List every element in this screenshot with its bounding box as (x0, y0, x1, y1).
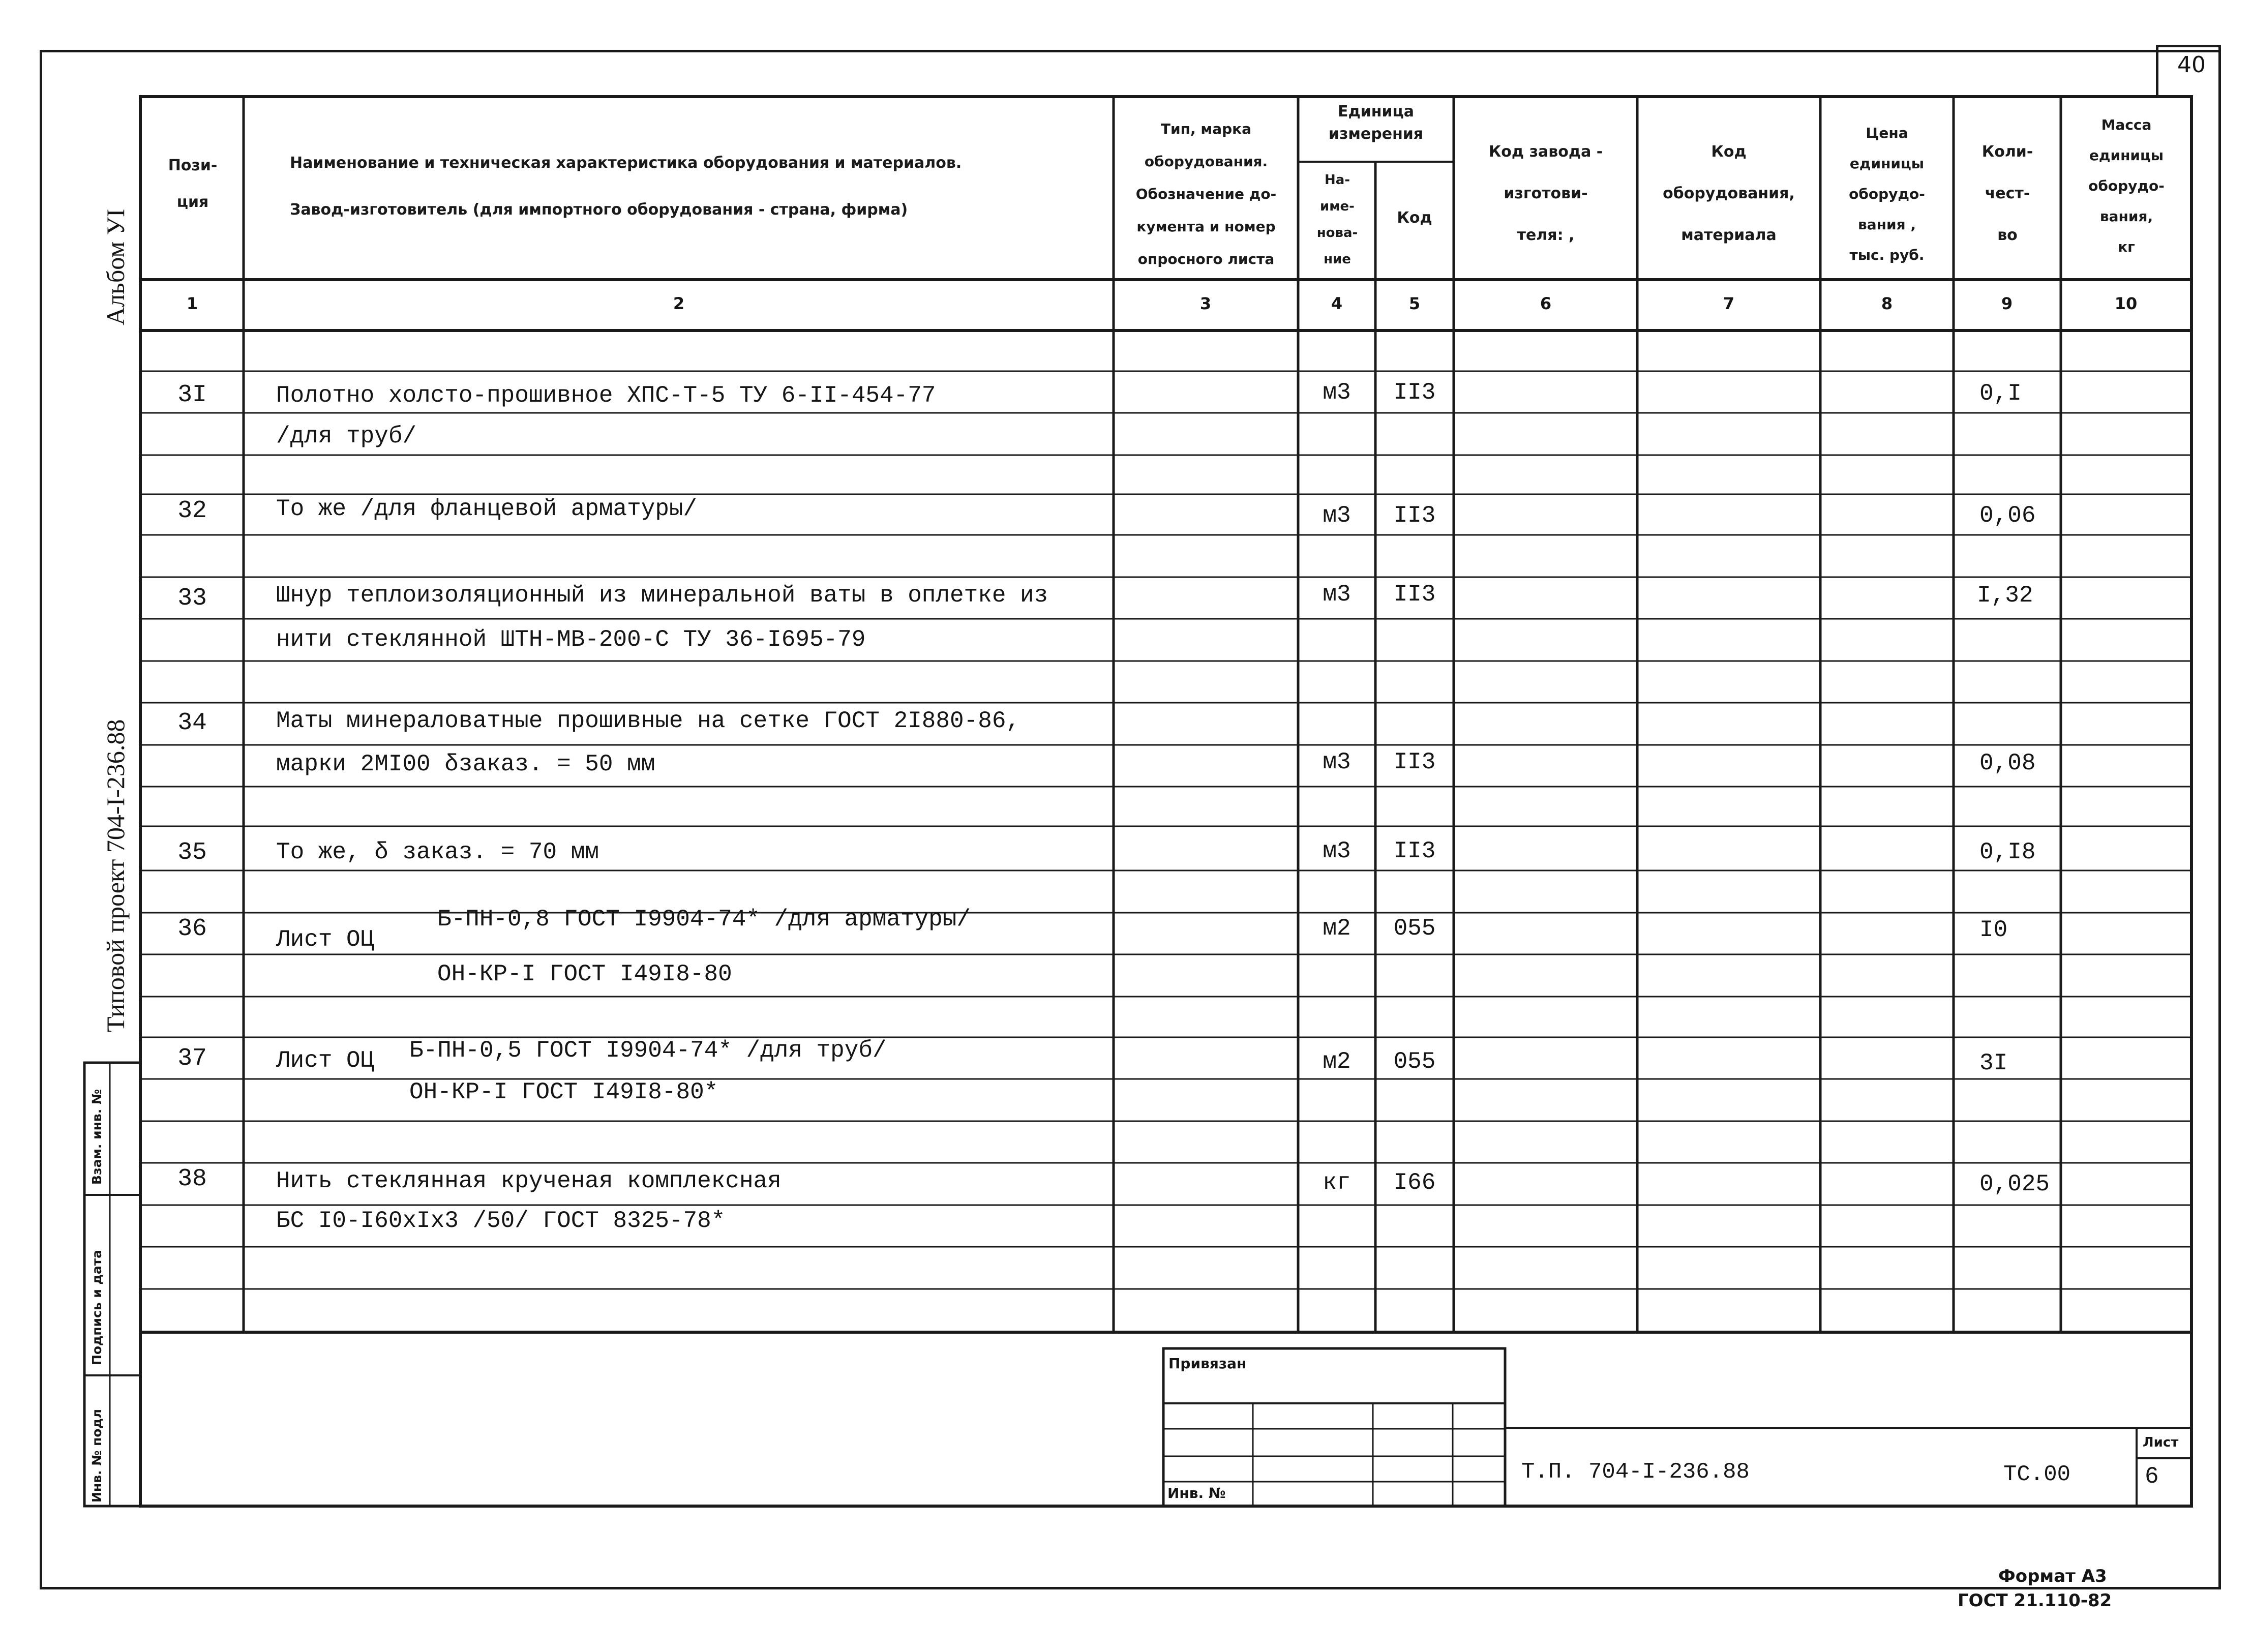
album-label: Альбом УI (101, 208, 130, 325)
row-position: 35 (177, 839, 207, 866)
column-number: 10 (2114, 294, 2138, 313)
row-quantity: I,32 (1977, 582, 2033, 609)
row-description: марки 2МI00 δзаказ. = 50 мм (276, 751, 655, 777)
column-number: 6 (1540, 294, 1552, 313)
column-number: 1 (186, 294, 198, 313)
row-position: 37 (177, 1045, 207, 1072)
header-equipment-code: Код оборудования, материала (1663, 143, 1795, 244)
gost-label: ГОСТ 21.110-82 (1958, 1590, 2112, 1611)
row-unit: м3 (1323, 838, 1351, 864)
row-description: Нить стеклянная крученая комплексная (276, 1168, 782, 1194)
stamp-label-original-inv: Инв. № подл (89, 1409, 104, 1503)
row-unit-code: 055 (1393, 1048, 1436, 1075)
row-description: ОН-КР-I ГОСТ I49I8-80* (409, 1079, 718, 1105)
column-number: 7 (1723, 294, 1735, 313)
column-number: 9 (2001, 294, 2013, 313)
row-unit-code: II3 (1393, 838, 1436, 864)
row-position: 33 (177, 585, 207, 612)
document-designation: Т.П. 704-I-236.88 (1521, 1459, 1750, 1485)
row-quantity: 3I (1979, 1050, 2008, 1076)
column-number: 4 (1331, 294, 1343, 313)
linked-label: Привязан (1168, 1355, 1247, 1372)
document-mark: ТС.00 (2003, 1462, 2071, 1487)
row-position: 34 (177, 709, 207, 737)
column-number: 2 (673, 294, 685, 313)
row-unit: кг (1323, 1169, 1351, 1196)
header-position: Пози- ция (168, 157, 218, 211)
row-description: БС I0-I60хIх3 /50/ ГОСТ 8325-78* (276, 1208, 726, 1234)
header-mass: Масса единицы оборудо- вания, кг (2088, 116, 2165, 255)
row-description: Полотно холсто-прошивное ХПС-Т-5 ТУ 6-II-454-77 (276, 382, 936, 409)
row-description: /для труб/ (276, 423, 417, 449)
project-label: Типовой проект 704-I-236.88 (101, 719, 130, 1032)
page-number: 40 (2177, 52, 2206, 78)
header-quantity: Коли- чест- во (1981, 143, 2033, 244)
row-unit: м3 (1323, 502, 1351, 529)
row-description: Маты минераловатные прошивные на сетке ГОСТ 2I880-86, (276, 708, 1020, 734)
row-unit: м3 (1323, 379, 1351, 406)
stamp-label-replaced-inv: Взам. инв. № (89, 1089, 104, 1185)
column-number: 5 (1408, 294, 1421, 313)
row-position: 36 (177, 915, 207, 943)
row-unit-code: II3 (1393, 379, 1436, 406)
row-description: Б-ПН-0,5 ГОСТ I9904-74* /для труб/ (409, 1037, 887, 1064)
row-unit-code: II3 (1393, 502, 1436, 529)
row-quantity: I0 (1979, 917, 2008, 943)
header-factory-code: Код завода - изготови- теля: , (1488, 143, 1603, 244)
header-unit: Единица измерения (1328, 103, 1424, 143)
row-unit: м2 (1323, 915, 1351, 942)
header-price: Цена единицы оборудо- вания , тыс. руб. (1849, 125, 1925, 263)
row-description: нити стеклянной ШТН-МВ-200-С ТУ 36-I695-79 (276, 626, 866, 653)
inventory-label: Инв. № (1167, 1485, 1226, 1501)
row-position: 38 (177, 1165, 207, 1193)
row-unit: м3 (1323, 749, 1351, 775)
row-description: Лист ОЦ (276, 1047, 375, 1074)
header-unit-code: Код (1397, 209, 1432, 227)
row-quantity: 0,I8 (1979, 839, 2036, 865)
sheet-label: Лист (2143, 1435, 2179, 1450)
row-quantity: 0,08 (1979, 750, 2036, 776)
row-description: ОН-КР-I ГОСТ I49I8-80 (437, 961, 732, 987)
row-quantity: 0,025 (1979, 1171, 2050, 1197)
sheet-number: 6 (2145, 1463, 2159, 1490)
header-name: Наименование и техническая характеристика оборудования и материалов. Завод-изготовитель (для импортного оборудования - страна, фирма) (290, 154, 962, 219)
row-description: Б-ПН-0,8 ГОСТ I9904-74* /для арматуры/ (437, 906, 971, 933)
row-unit-code: 055 (1393, 915, 1436, 942)
row-unit: м3 (1323, 581, 1351, 608)
row-description: То же /для фланцевой арматуры/ (276, 496, 698, 522)
row-unit-code: II3 (1393, 749, 1436, 775)
header-unit-name: На- име- нова- ние (1316, 172, 1358, 267)
column-number: 3 (1199, 294, 1212, 313)
column-number: 8 (1881, 294, 1893, 313)
row-description: Шнур теплоизоляционный из минеральной ваты в оплетке из (276, 582, 1048, 609)
row-quantity: 0,I (1979, 380, 2022, 407)
row-unit-code: I66 (1393, 1169, 1436, 1196)
row-description: То же, δ заказ. = 70 мм (276, 839, 599, 865)
format-label: Формат А3 (1998, 1566, 2107, 1586)
row-description: Лист ОЦ (276, 926, 375, 953)
stamp-label-signature-date: Подпись и дата (89, 1249, 104, 1365)
row-unit: м2 (1323, 1048, 1351, 1075)
header-type: Тип, марка оборудования. Обозначение до- кумента и номер опросного листа (1135, 121, 1277, 267)
row-position: 32 (177, 497, 207, 525)
row-unit-code: II3 (1393, 581, 1436, 608)
row-quantity: 0,06 (1979, 502, 2036, 529)
row-position: 3I (177, 381, 207, 409)
